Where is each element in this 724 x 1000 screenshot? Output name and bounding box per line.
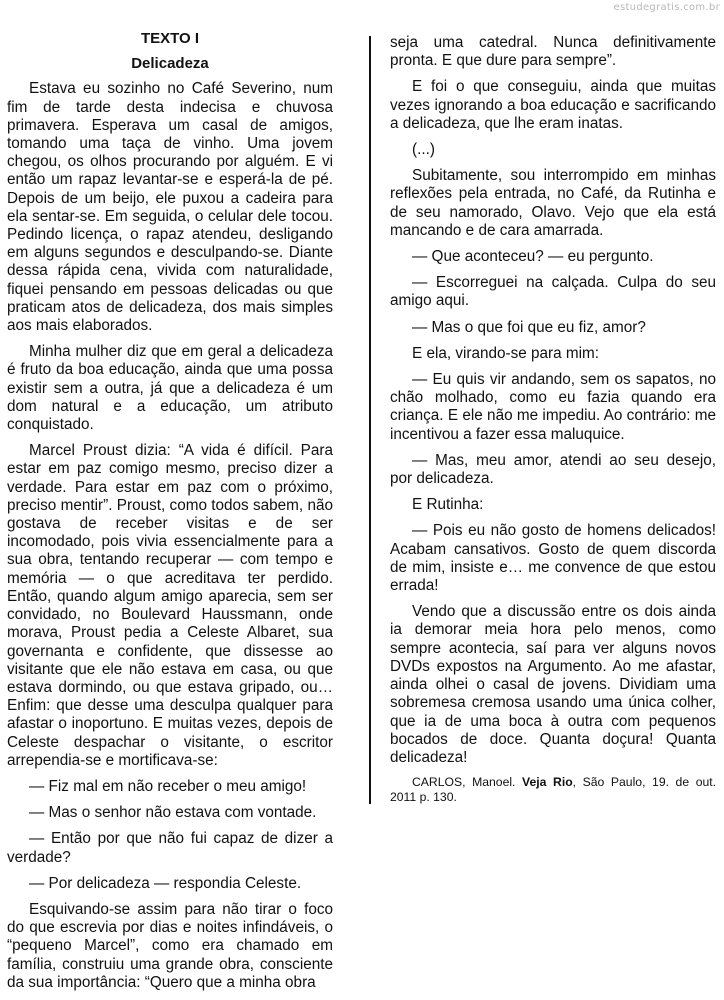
column-divider (369, 36, 371, 804)
paragraph: E Rutinha: (412, 496, 484, 514)
dialogue-line: — Pois eu não gosto de homens delicados! Acabam cansativos. Gosto de quem discorda de mim, insiste e… me convence de que estou errada! (390, 522, 716, 595)
paragraph-continuation: seja uma catedral. Nunca definitivamente pronta. E que dure para sempre”. (390, 34, 716, 70)
paragraph: E foi o que conseguiu, ainda que muitas vezes ignorando a boa educação e sacrificando a delicadeza, que lhe eram inatas. (390, 78, 716, 132)
text-title: Delicadeza (131, 55, 209, 73)
paragraph: Estava eu sozinho no Café Severino, num fim de tarde desta indecisa e chuvosa primavera. Esperava um casal de amigos, tomando uma taça de vinho. Uma jovem chegou, os olhos procurando por alguém. E vi então um rapaz levantar-se e esperá-la de pé. Depois de um beijo, ele puxou a cadeira para ela sentar-se. Em seguida, o celular dele tocou. Pedindo licença, o rapaz atendeu, desligando em alguns segundos e desculpando-se. Diante dessa rápida cena, vivida com naturalidade, fiquei pensando em pessoas delicadas ou que praticam atos de delicadeza, dos mais simples aos mais elaborados. (7, 80, 333, 335)
paragraph: Subitamente, sou interrompido em minhas reflexões pela entrada, no Café, da Rutinha e de seu namorado, Olavo. Vejo que ela está mancando e de cara amarrada. (390, 167, 716, 239)
left-column (7, 30, 333, 1000)
citation (390, 775, 716, 804)
dialogue-line: — Então por que não fui capaz de dizer a verdade? (7, 830, 333, 866)
dialogue-line: — Eu quis vir andando, sem os sapatos, no chão molhado, como eu fazia quando era criança. E ele não me impediu. Ao contrário: me incentivou a fazer essa maluquice. (390, 371, 716, 443)
watermark: estudegratis.com.br (613, 2, 720, 13)
ellipsis: (...) (412, 141, 435, 159)
dialogue-line: — Fiz mal em não receber o meu amigo! (29, 777, 307, 795)
citation-details: , São Paulo, 19. de out. 2011 p. 130. (390, 775, 717, 804)
dialogue-line: — Mas o senhor não estava com vontade. (29, 804, 317, 822)
dialogue-line: — Mas, meu amor, atendi ao seu desejo, por delicadeza. (390, 451, 716, 488)
text-label: TEXTO I (140, 30, 200, 47)
paragraph: Vendo que a discussão entre os dois ainda ia demorar meia hora pelo menos, como sempre acontecia, saí para ver alguns novos DVDs expostos na Argumento. Ao me afastar, ainda olhei o casal de jovens. Dividiam uma sobremesa cremosa usando uma única colher, que ia de uma boca à outra com pequenos bocados de doce. Quanta doçura! Quanta delicadeza! (390, 603, 716, 766)
citation-author: CARLOS, Manoel. (412, 775, 516, 790)
dialogue-line: — Que aconteceu? — eu pergunto. (412, 248, 654, 266)
dialogue-line: — Mas o que foi que eu fiz, amor? (412, 318, 646, 336)
right-column (390, 34, 716, 804)
citation-publication: Veja Rio (522, 775, 573, 790)
paragraph: Esquivando-se assim para não tirar o foco do que escrevia por dias e noites infindáveis, o “pequeno Marcel”, como era chamado em família, construiu uma grande obra, consciente da sua importância: “Quero que a minha obra (7, 900, 333, 991)
dialogue-line: — Escorreguei na calçada. Culpa do seu amigo aqui. (390, 274, 716, 310)
paragraph: Minha mulher diz que em geral a delicadeza é fruto da boa educação, ainda que uma possa existir sem a outra, já que a delicadeza é um dom natural e a educação, um atributo conquistado. (7, 343, 333, 434)
dialogue-line: — Por delicadeza — respondia Celeste. (29, 874, 302, 892)
paragraph: Marcel Proust dizia: “A vida é difícil. Para estar em paz comigo mesmo, preciso dizer a verdade. Para estar em paz com o próximo, preciso mentir”. Proust, como todos sabem, não gostava de receber visitas e de ser incomodado, pois vivia essencialmente para a sua obra, tentando recuperar — com tempo e memória — o que acreditava ter perdido. Então, quando algum amigo aparecia, sem ser convidado, no Boulevard Haussmann, onde morava, Proust pedia a Celeste Albaret, sua governanta e confidente, que dissesse ao visitante que ele não estava em casa, ou que estava dormindo, ou que estava gripado, ou… Enfim: que desse uma desculpa qualquer para afastar o inoportuno. E muitas vezes, depois de Celeste despachar o visitante, o escritor arrependia-se e mortificava-se: (7, 442, 333, 769)
paragraph: E ela, virando-se para mim: (412, 344, 600, 362)
